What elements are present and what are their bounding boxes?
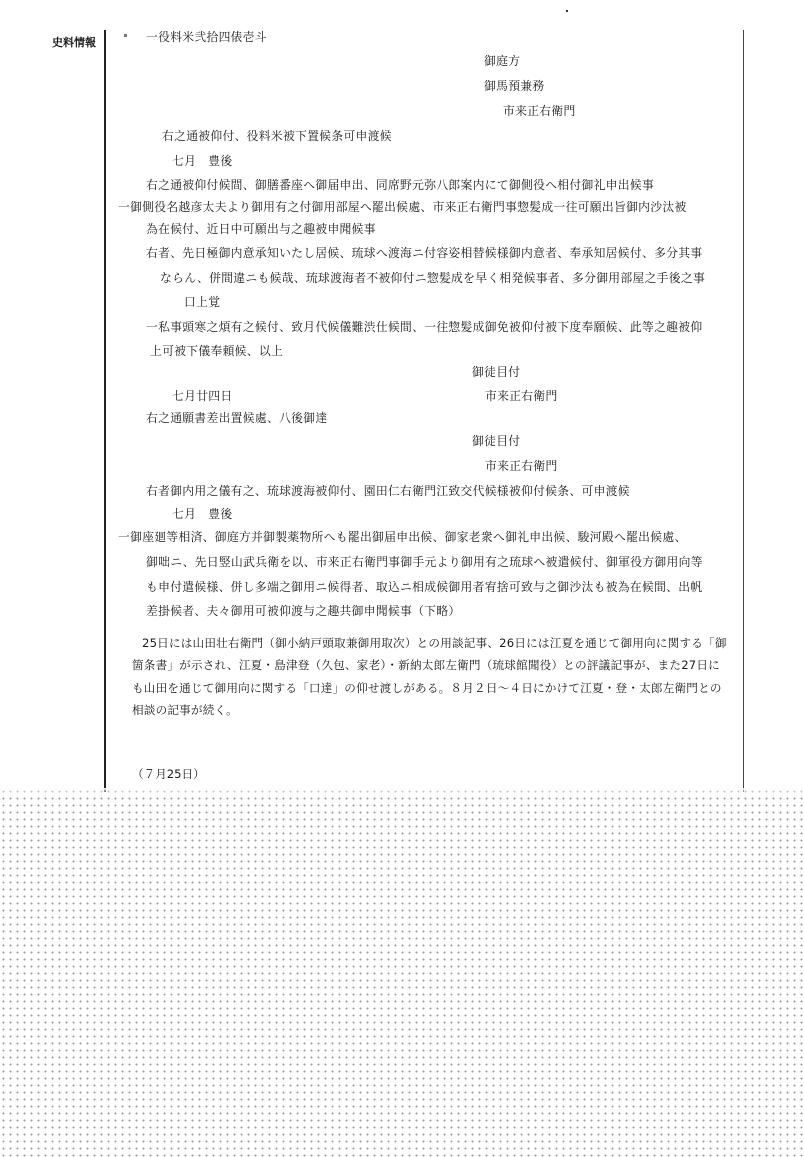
dotted-scan-background bbox=[0, 788, 804, 1157]
text-line: 一御座廻等相済、御庭方并御製薬物所へも罷出御届申出候、御家老衆へ御礼申出候、駿河殿へ罷出候處、 bbox=[118, 530, 687, 544]
text-line: 市来正右衛門 bbox=[503, 104, 576, 118]
text-line: 右之通願書差出置候處、八後御達 bbox=[146, 411, 328, 425]
text-line: 御庭方 bbox=[484, 54, 521, 68]
text-line: 御徒目付 bbox=[472, 365, 521, 379]
text-line: 為在候付、近日中可願出与之趣被申聞候事 bbox=[146, 222, 376, 236]
dotted-fade-edge bbox=[0, 788, 804, 794]
text-line: 市来正右衛門 bbox=[485, 459, 558, 473]
left-margin-rule bbox=[104, 30, 106, 792]
text-line: 右之通被仰付、役料米被下置候条可申渡候 bbox=[162, 129, 392, 143]
text-line: 七月 豊後 bbox=[172, 507, 233, 521]
text-line: 御馬預兼務 bbox=[484, 79, 545, 93]
text-line: 右者御内用之儀有之、琉球渡海被仰付、園田仁右衛門江致交代候様被仰付候条、可申渡候 bbox=[146, 484, 630, 498]
text-line: も申付遣候様、併し多端之御用ニ候得者、取込ニ相成候御用者宥捨可致与之御沙汰も被為在候間、出帆 bbox=[146, 580, 703, 594]
text-line: 七月廿四日 bbox=[172, 389, 233, 403]
date-label: （７月25日） bbox=[132, 767, 205, 781]
scan-speck bbox=[566, 10, 568, 12]
sidebar-label: 史料情報 bbox=[52, 36, 96, 49]
text-line: 七月 豊後 bbox=[172, 154, 233, 168]
text-line: 一御側役名越彦太夫より御用有之付御用部屋へ罷出候處、市来正右衛門事惣髪成一往可願出旨御内沙汰被 bbox=[118, 200, 687, 214]
right-margin-rule bbox=[743, 30, 744, 792]
text-line: ならん、併間違ニも候哉、琉球渡海者不被仰付ニ惣髪成を早く相発候事者、多分御用部屋之手後之事 bbox=[160, 271, 706, 285]
sidebar-tick-mark bbox=[124, 34, 127, 37]
text-line: 一私事頭寒之煩有之候付、致月代候儀難渋仕候間、一往惣髪成御免被仰付被下度奉願候、此等之趣被仰 bbox=[146, 320, 703, 334]
text-line: 御徒目付 bbox=[472, 434, 521, 448]
text-line: 口上覚 bbox=[184, 295, 221, 309]
text-line: 右者、先日極御内意承知いたし居候、琉球へ渡海ニ付容姿相替候様御内意者、奉承知居候付、多分其事 bbox=[146, 246, 703, 260]
text-line: 差掛候者、夫々御用可被仰渡与之趣共御申聞候事（下略） bbox=[146, 604, 461, 618]
text-line: 右之通被仰付候間、御膳番座へ御届申出、同席野元弥八郎案内にて御側役へ相付御礼申出候事 bbox=[146, 178, 655, 192]
text-line: 市来正右衛門 bbox=[485, 389, 558, 403]
text-line: 一役料米弐拾四俵壱斗 bbox=[146, 30, 267, 44]
text-line: 上可被下儀奉頼候、以上 bbox=[150, 344, 284, 358]
text-line: 御咄ニ、先日竪山武兵衛を以、市来正右衛門事御手元より御用有之琉球へ被遣候付、御軍役方御用向等 bbox=[146, 555, 703, 569]
commentary-paragraph: 25日には山田壮右衛門（御小納戸頭取兼御用取次）との用談記事、26日には江夏を通じて御用向に関する「御箇条書」が示され、江夏・島津登（久包、家老）・新納太郎左衛門（琉球館聞役）との評議記事が、また27日にも山田を通じて御用向に関する「口達」の仰せ渡しがある。８月２日～４日にかけて江夏・登・太郎左衛門との相談の記事が続く。 bbox=[132, 636, 727, 718]
